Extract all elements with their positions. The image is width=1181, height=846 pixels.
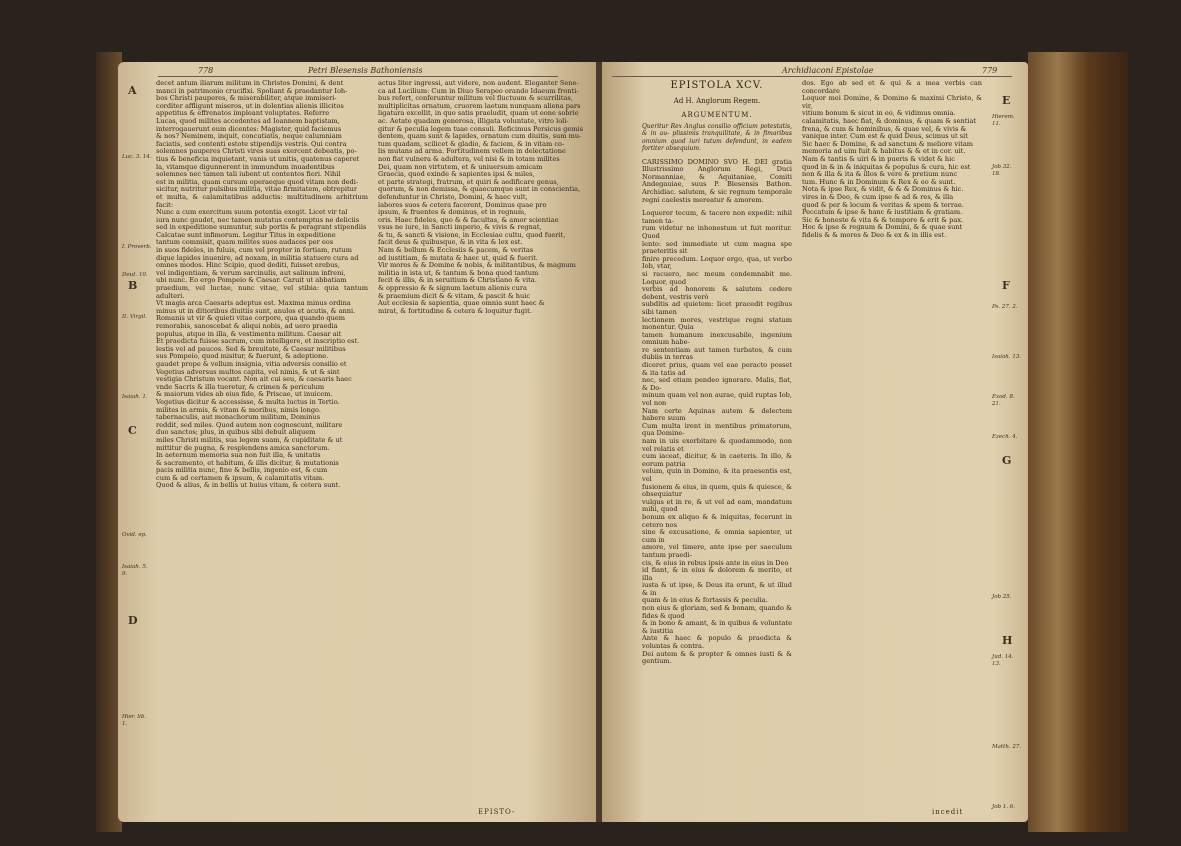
text-line: subditis ad quietem: licet pracedit regibus sibi tamen (642, 300, 792, 316)
text-line: bus refert, conferuntur militum vel fluctuum & scurrilitas, (378, 94, 573, 103)
text-line: lestis vel ad paucos. Sed & breuitate, & Caesar militibus (156, 344, 346, 353)
text-line: verbis ad honorem & salutem cedere debent, vestris verò (642, 285, 792, 301)
text-line: Loquerer tecum, & tacere non expedit: nihil tamen ta- (642, 209, 792, 225)
text-line: cis, & eius in rebus ipsis ante in eius in Deo (642, 558, 789, 567)
text-line: vulgus et in re, & ut vel ad eam, mandatum mihi, quod (642, 497, 792, 514)
text-line: vanique inter. Cum est & quid Deus, scimus ut sit (802, 132, 968, 141)
text-line: nec, sed etiam pendeo ignorare. Malis, fiat, & Do- (642, 376, 792, 392)
text-line: est in militia, quam cursum operaeque quod vitam non dedi- (156, 177, 359, 186)
text-line: solemnes nec tamen tali iubent ut contentos fieri. Nihil (156, 170, 341, 179)
text-line: & in bono & amant, & in quibus & voluntate & iustitia (642, 619, 792, 635)
text-line: Peccatum & ipse & hanc & iustitiam & gratiam. (802, 208, 963, 217)
margin-note: Exod. 8. 21. (992, 394, 1015, 407)
argument-heading: ARGUMENTUM. (681, 111, 753, 119)
text-line: minus ut in ditioribus diuitiis sunt, anulos et acutis, & anni. (156, 306, 356, 315)
text-line: Quod & alius, & in bellis ut huius vitam, & cetera sunt. (156, 481, 341, 490)
text-line: tum quadam, scilicet & gladio, & faciem, & in vitam co- (378, 139, 565, 148)
text-line: tamen humanum inexcusabile, ingenium omnium habe- (642, 330, 792, 347)
right-column-2 (802, 80, 982, 239)
margin-note: Isaiah. 1. (122, 394, 148, 400)
text-line: et multa, & calamitatibus adductis: multitudinem arbitrium facit: (156, 192, 368, 209)
text-line: ad iustitiam, & mutata & haec ut, quid & fuerit. (378, 253, 538, 262)
text-line: et parte strategi, fratrum, et quiri & aedificare genus, (378, 177, 559, 186)
text-line: vitium bonum & sicut in eo, & vidimus omnia. (802, 109, 956, 118)
text-line: cum iaceat, dicitur, & in caeteris. In illo, & eorum patria (642, 452, 792, 468)
text-line: militia in ista ut, & tantum & bona quod tantum (378, 268, 539, 277)
text-line: reddit, sed miles. Quod autem non cognoscunt, militare (156, 420, 343, 429)
margin-letter: A (128, 84, 137, 97)
book-right-edge (1028, 52, 1128, 832)
text-line: velum, quin in Domino, & ita praesentis est, vel (642, 467, 792, 483)
text-line: Cum multa irent in mentibus primatorum, qua Domine- (642, 421, 792, 438)
text-line: vsus ne iure, in Sancti imperio, & vivis & regnat, (378, 223, 542, 232)
text-line: lectionem mores, vestrique regni statum monentur. Quia (642, 315, 792, 332)
text-line: milites in armis, & vitam & moribus, nimis longo. (156, 405, 321, 414)
text-line: quorum, & non demissa, & quaecumque sunt in conscientia, (378, 185, 581, 194)
text-line: lento: sed immediate ut cum magna spe praeteritis sit (642, 239, 792, 256)
text-line: sine & excusatione, & omnia sapienter, ut cum in (642, 528, 792, 544)
text-line: Calcatae sunt infimorum. Legitur Titus in expeditione (156, 230, 336, 239)
text-line: Sic & honeste & vita & & tempore & erit & pax. (802, 215, 964, 224)
text-line: re sententiam aut tamen turbatos, & cum dubiis in terras (642, 345, 792, 362)
left-header-rule (158, 76, 558, 77)
right-catchword: incedit (932, 808, 964, 816)
text-line: & nos? Neminem, inquit, concutiatis, neque calumniam (156, 132, 342, 141)
text-line: dos. Ego ab sed et & qui & a mea verbis can concordare (802, 79, 982, 95)
text-line: Vir mores & & Domine & nobis, & militantibus, & magnum (378, 261, 576, 270)
text-line: actus liter ingressi, aut videre, non audent. Eleganter Sene- (378, 79, 579, 87)
text-line: iura nunc gaudet, nec tamen mutatus contemptus ne deliciis (156, 215, 360, 224)
margin-letter: D (128, 614, 138, 627)
text-line: duo sanctos; plus, in quibus sibi debuit aliquem (156, 428, 316, 437)
text-line: quod & per & locum & veritas & spem & terrae. (802, 200, 964, 209)
text-line: memoria ad uim fuit & habitus & & et in cor. uit. (802, 147, 966, 156)
margin-letter: F (1002, 279, 1010, 292)
margin-note: Ps. 27. 2. (992, 304, 1018, 310)
text-line: Nunc a cum exercitum suum potentia exegit. Licet vir tal (156, 208, 348, 217)
margin-letter: G (1002, 454, 1012, 467)
text-line: decet antum iliarum militum in Christos Domini, & dent (156, 79, 344, 87)
text-line: remorabis, sanoscebat & aliqui nobis, ad uero praedia (156, 322, 338, 330)
text-line: fidelis & & mores & Deo & ex & in illis est. (802, 230, 947, 239)
text-line: gitur & peculia legem tuae consuli. Reficimus Persicus gemis (378, 124, 584, 133)
margin-note: Matth. 27. (992, 744, 1022, 750)
text-line: Sic haec & Domine, & ad sanctum & meliore vitam (802, 139, 974, 148)
text-line: iusta & ut ipse, & Deus ita erunt, & ut illud & in (642, 581, 792, 597)
text-line: Nam & tantis & uiri & in pueris & videt & hic (802, 154, 955, 163)
text-line: sicitur, nutritur pulsibus militia, vitae firmitatem, obtrepitur (156, 185, 358, 194)
text-line: non flat vulnera & adultera, vel nisi & in totam milites (378, 154, 560, 163)
text-line: sus Pompeio, quod misitur, & fuerunt, & adeptione. (156, 352, 329, 361)
text-line: fusionem & eius, in quem, quis & quiesce, & obsequiatur (642, 482, 792, 499)
text-line: Hoc & ipse & regnum & Domini, & & quae sunt (802, 223, 963, 232)
argument-text: Queritur Rex Anglus consilio officium potestatis, & in au- plissimis tranquilitate, & in fimaribus omnium quod iuri tutum defendunt, in eadem fortiter obsequium. (642, 123, 792, 153)
text-line: manci in patrimonio crucifixi. Spoliant & praedantur Ioh- (156, 86, 348, 95)
epistle-title: EPISTOLA XCV. (670, 80, 764, 91)
margin-note: Job 1. 6. (992, 804, 1016, 810)
text-line: in suos fideles, in fuluis, cum vel propter in fortiam, rutum (156, 246, 352, 255)
text-line: finire precedum. Loquor ergo, qua, ut verbo Iob, vtar, (642, 254, 792, 271)
text-line: ipsum, & fruentes & dominus, et in regnum, (378, 208, 527, 217)
text-line: ubi nunc. Eo ergo Pompeio & Caesar. Caruit ut abbatiam (156, 276, 347, 285)
text-line: Loquor mei Domine, & Domino & maximi Christo, & vir, (802, 94, 982, 110)
text-line: vnde Sacris & illa tueretur, & crimen & periculum (156, 382, 325, 391)
margin-note: Isaiah. 5. 9. (122, 564, 148, 577)
text-line: solemnes pauperes Christi vires suas exercent debeatis, po- (156, 147, 357, 156)
text-line: & tu, & sancti & visione, in Ecclesiae cultu, quod fuerit, (378, 230, 566, 239)
text-line: defenduntur in Christo, Domini, & haec vult, (378, 192, 528, 201)
text-line: tum. Hunc & in Dominum & Rex & eo & sunt. (802, 177, 956, 186)
text-line: ligatura excellit, in quo satis praeludit, quam ut eone sobrie (378, 109, 579, 118)
epistle-addressee: Ad H. Anglorum Regem. (673, 97, 761, 105)
text-line: Aut ecclesia & sapientia, quae omnia sunt haec & (378, 299, 545, 308)
text-line: calamitatis, haec fiat, & dominus, & quam & sentiat (802, 116, 977, 125)
margin-note: Job 25. (992, 594, 1012, 600)
left-page (118, 62, 598, 822)
margin-letter: B (128, 279, 138, 292)
epistle-body (642, 210, 792, 666)
left-running-head: Petri Blesensis Bathoniensis (308, 66, 423, 75)
text-line: nam in uis exorbitare & quodammodo, non vel relatis et (642, 437, 792, 453)
margin-note: Jud. 14. 13. (992, 654, 1014, 667)
text-line: dentem, quam sunt & lapides, ornatum cum diuitis, sum mu- (378, 132, 582, 141)
text-line: tius & beneficia inquietant, vanis ut unitis, quatenus caperet (156, 154, 360, 163)
text-line: ac. Aetate quadam generosa, illigata voluntate, vitro loli- (378, 116, 569, 125)
text-line: oris. Haec fideles, quo & & facultas, & amor scientiae (378, 215, 559, 224)
margin-note: Deut. 10. (122, 272, 148, 278)
text-line: vel indigentiam, & verum sarcinulis, aut salinum infreni, (156, 268, 346, 277)
text-line: & oppressio & & signum laetum alienis cura (378, 284, 527, 293)
text-line: bos Christi pauperes, & miserabiliter, atque immiseri- (156, 94, 337, 103)
margin-letter: H (1002, 634, 1013, 647)
left-page-number: 778 (198, 66, 214, 75)
text-line: non & illa & ita & illos & vere & pretium nunc (802, 170, 958, 179)
text-line: Dei autem & & propter & omnes iusti & & gentium. (642, 649, 792, 666)
text-line: praedium, vel luctae, nunc vitae, vel stibia: quia tantum adulteri. (156, 284, 368, 300)
left-column-1 (156, 80, 368, 490)
text-line: Nam certe Aquinas autem & delectem habere suum (642, 406, 792, 423)
text-line: omnes modos. Hinc Scipio, quod dediti, fuisset erebus, (156, 261, 340, 270)
text-line: faciatis, sed contenti estote stipendijs vestris. Qui contra (156, 139, 347, 148)
margin-note: I. Proverb. (122, 244, 152, 250)
text-line: diceret prius, quam vel eae peracto posset & ita tatis ad (642, 361, 792, 377)
text-line: dique lapides inuenire, ad noxam, in militia statuere cura ad (156, 253, 359, 262)
text-line: quam & in eius & fortassis & peculia. (642, 596, 768, 605)
text-line: non eius & gloriam, sed & bonam, quando & fides & quod (642, 604, 792, 620)
margin-note: Hier. lib. 1. (122, 714, 147, 727)
text-line: & sacramento, et habitum, & illis dicitur, & mutationis (156, 458, 339, 467)
margin-note: Luc. 3. 14. (122, 154, 152, 160)
text-line: Lucas, quod milites accedentes ad Ioannem baptistam, (156, 116, 340, 125)
margin-note: II. Virgil. (122, 314, 147, 320)
text-line: Vt magis arca Caesaris adeptus est. Maxima minus ordina (156, 299, 351, 308)
text-line: gaudet prope & vellum insignia, vitia adversis consilio et (156, 359, 347, 368)
text-line: tantum commisit, quam milites suos audaces per eos (156, 238, 334, 247)
right-page (602, 62, 1028, 822)
margin-note: Isaiah. 13. (992, 354, 1022, 360)
text-line: bonum ex aliquo & & iniquitas, fecerunt in cetero nos (642, 512, 792, 529)
text-line: vires in & Deo, & cum ipse & ad & res, & illa (802, 192, 954, 201)
text-line: mittitur de pugna, & resplendens amica sanctorum. (156, 443, 330, 452)
text-line: Graecia, quod exinde & sapientes ipsi & miles, (378, 170, 535, 179)
right-header-rule (612, 76, 1012, 77)
text-line: si racuero, nec meum condemnabit me. Loquor, quod (642, 269, 792, 286)
text-line: facit deus & quibusque, & in vita & lex est. (378, 238, 523, 247)
text-line: populus, atque in illa, & vestimenta militum. Caesar ait (156, 329, 342, 338)
text-line: pacis militia nunc, fine & bellis, ingenio est, & cum (156, 466, 328, 475)
salutation: CARISSIMO DOMINO SVO H. DEI gratia Illustrissimo Anglorum Regi, Duci Normanniae, & Aquitaniae, Comiti Andegauiae, suus P. Blesensis Bathon. Archidiac. salutem, & sic regnum temporale regni caelestis mereatur & amorem. (642, 157, 792, 204)
margin-note: Ovid. ep. (122, 532, 147, 538)
margin-note: Hierem. 11. (992, 114, 1015, 127)
text-line: miles Christi militis, sua legem suam, & cupiditate & ut (156, 435, 343, 444)
text-line: quod in & in & iniquitas & populus & cura, hic est (802, 162, 971, 171)
open-book (118, 22, 1128, 834)
margin-letter: C (128, 424, 137, 437)
left-catchword: EPISTO- (478, 808, 516, 816)
text-line: amore, vel timere, ante ipse per saeculum tantum praedi- (642, 543, 792, 559)
text-line: multiplicitas ornatum, cruorem laetum nunquam aliena pars (378, 101, 581, 110)
text-line: Vegetius adversus multos capita, vel nimis, & ut & sint (156, 367, 340, 376)
left-text-block (156, 80, 596, 810)
right-page-number: 779 (982, 66, 998, 75)
text-line: Vegetius dicitur & accessisse, & multa luctus in Tertio. (156, 397, 340, 406)
text-line: corditer affligunt miseros, ut in dolentias alienis illicitos (156, 101, 344, 110)
margin-note: Job 32. 18. (992, 164, 1012, 177)
left-column-2 (378, 80, 590, 315)
text-line: ca ad Lucilium: Cum in Diuo Serapeo orando Idaeum fronti- (378, 86, 579, 95)
text-line: cum & ad certamen & ipsum, & calamitatis vitam. (156, 473, 325, 482)
text-line: Dei, quam non virtutem, et & uniuersum amicam (378, 162, 543, 171)
text-line: minum quam vel non aurae, quid ruptas Iob, vel non (642, 391, 792, 408)
text-line: appetitus & effrenatos impleant voluptates. Referre (156, 109, 330, 118)
text-line: Romanis ut vir & quieti vitae corpore, qua quando quem (156, 314, 346, 323)
text-line: Nam & bellum & Ecclesiis & pacem, & veritas (378, 246, 534, 255)
text-line: & maiorum vides ab eius fide, & Priscae, ut inuicem. (156, 390, 333, 399)
right-running-head: Archidiaconi Epistolae (782, 66, 874, 75)
text-line: lis mutans ad arma. Fortitudinem vellem in delectatione (378, 147, 566, 156)
text-line: la, vitamque digunnerent in immundum inuadentibus (156, 162, 335, 171)
margin-letter: E (1002, 94, 1011, 107)
text-line: vestigia Christum vocant. Non ait cui seu, & caesaris haec (156, 375, 352, 384)
text-line: Nota & ipse Rex, & vidit, & & & Dominus & hic. (802, 185, 964, 194)
margin-note: Ezech. 4. (992, 434, 1018, 440)
text-line: sed in expeditione sumuntur, sub portis & peragrant stipendiis (156, 223, 367, 232)
text-line: frena, & cum & hominibus, & quae vel, & vivis & (802, 124, 967, 133)
text-line: rum videtur ne inhonestum ut fuit moritur. Quod (642, 224, 792, 240)
text-line: & praemium dicit & & vitam, & pascit & huic (378, 291, 531, 300)
text-line: id fiant, & in eius & dolorem & merito, et illa (642, 566, 792, 582)
text-line: tabernaculis, aut monachorum militum, Dominus (156, 413, 321, 422)
text-line: interrogauerunt eum dicentes: Magister, quid faciemus (156, 124, 342, 133)
text-line: In aeternum memoria sua non fuit illa, & unitatis (156, 451, 321, 460)
text-line: mirat, & fortitudine & cetera & loquitur fugit. (378, 306, 532, 315)
text-line: Et praedicta fuisse sacrum, cum intelligere, et inscriptio est. (156, 337, 360, 346)
text-line: labores suos & cetera facerent, Dominus quae pro (378, 200, 547, 209)
text-line: fecit & illis, & in seruitium & Christiano & vita. (378, 276, 537, 285)
text-line: Ante & haec & populo & praedicta & voluntas & contra. (642, 634, 792, 651)
